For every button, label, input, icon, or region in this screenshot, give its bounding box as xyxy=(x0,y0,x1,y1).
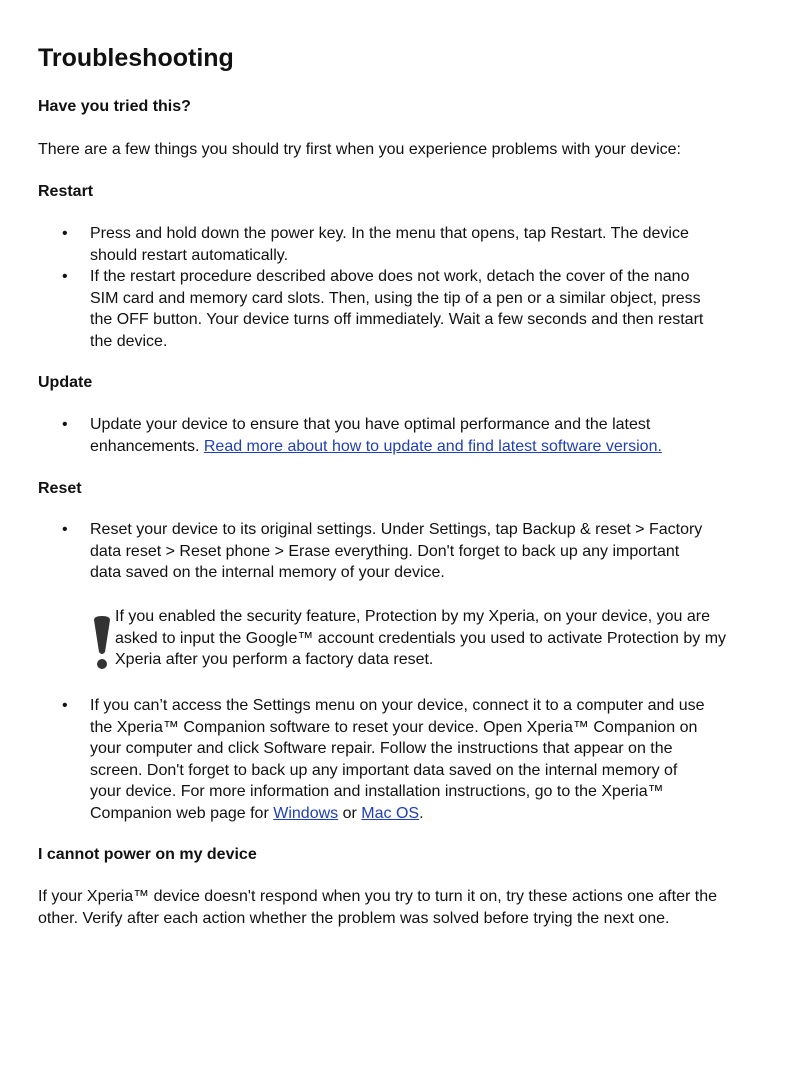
list-item-text: If the restart procedure described above does not work, detach the cover of the nano SIM card and memory card slots. Then, using the tip of a pen or a similar object, press the OFF button. Your device turns off immediately. Wait a few seconds and then restart the device. xyxy=(90,268,704,350)
intro-paragraph: There are a few things you should try first when you experience problems with your device: xyxy=(38,141,681,158)
page-title: Troubleshooting xyxy=(38,44,234,72)
bullet-icon: • xyxy=(62,225,68,242)
restart-list xyxy=(0,223,760,353)
list-item-text: If you can’t access the Settings menu on your device, connect it to a computer and use the Xperia™ Companion software to reset your device. Open Xperia™ Companion on your computer and click Software repair. Follow the instructions that appear on the screen. Don't forget to back up any important data saved on the internal memory of your device. For more information and installation instructions, go to the Xperia™ Companion web page for xyxy=(90,697,705,822)
bullet-icon: • xyxy=(62,268,68,286)
reset-list-1 xyxy=(0,519,760,584)
heading-reset: Reset xyxy=(38,480,82,497)
note-text: If you enabled the security feature, Protection by my Xperia, on your device, you are asked to input the Google™ account credentials you used to activate Protection by my Xperia after you perform a factory data reset. xyxy=(115,608,727,669)
list-item-text: Reset your device to its original settings. Under Settings, tap Backup & reset > Factory data reset > Reset phone > Erase everything. Don't forget to back up any important data saved on the internal memory of your device. xyxy=(90,521,703,582)
heading-cannot-power-on: I cannot power on my device xyxy=(38,846,257,863)
exclamation-icon xyxy=(92,614,112,670)
warning-note xyxy=(86,606,746,676)
reset-list-2 xyxy=(0,695,760,825)
or-text: or xyxy=(342,804,357,822)
list-item xyxy=(0,223,760,266)
list-item xyxy=(0,414,760,457)
list-item xyxy=(0,519,760,584)
heading-restart: Restart xyxy=(38,183,94,200)
bullet-icon: • xyxy=(62,697,68,714)
list-item xyxy=(0,695,760,825)
update-list xyxy=(0,414,760,457)
windows-link[interactable]: Windows xyxy=(273,804,339,822)
list-item xyxy=(0,266,760,352)
bullet-icon: • xyxy=(62,521,68,538)
list-item-text: Update your device to ensure that you have optimal performance and the latest enhancements. xyxy=(90,416,651,455)
list-item-text: Press and hold down the power key. In the menu that opens, tap Restart. The device should restart automatically. xyxy=(90,225,689,264)
heading-have-you-tried: Have you tried this? xyxy=(38,98,191,115)
update-info-link[interactable]: Read more about how to update and find latest software version. xyxy=(203,437,662,455)
mac-os-link[interactable]: Mac OS xyxy=(361,804,420,822)
power-paragraph: If your Xperia™ device doesn't respond when you try to turn it on, try these actions one after the other. Verify after each action whether the problem was solved before trying the next one. xyxy=(38,888,717,927)
heading-update: Update xyxy=(38,374,93,391)
bullet-icon: • xyxy=(62,416,68,433)
end-period: . xyxy=(419,804,424,822)
